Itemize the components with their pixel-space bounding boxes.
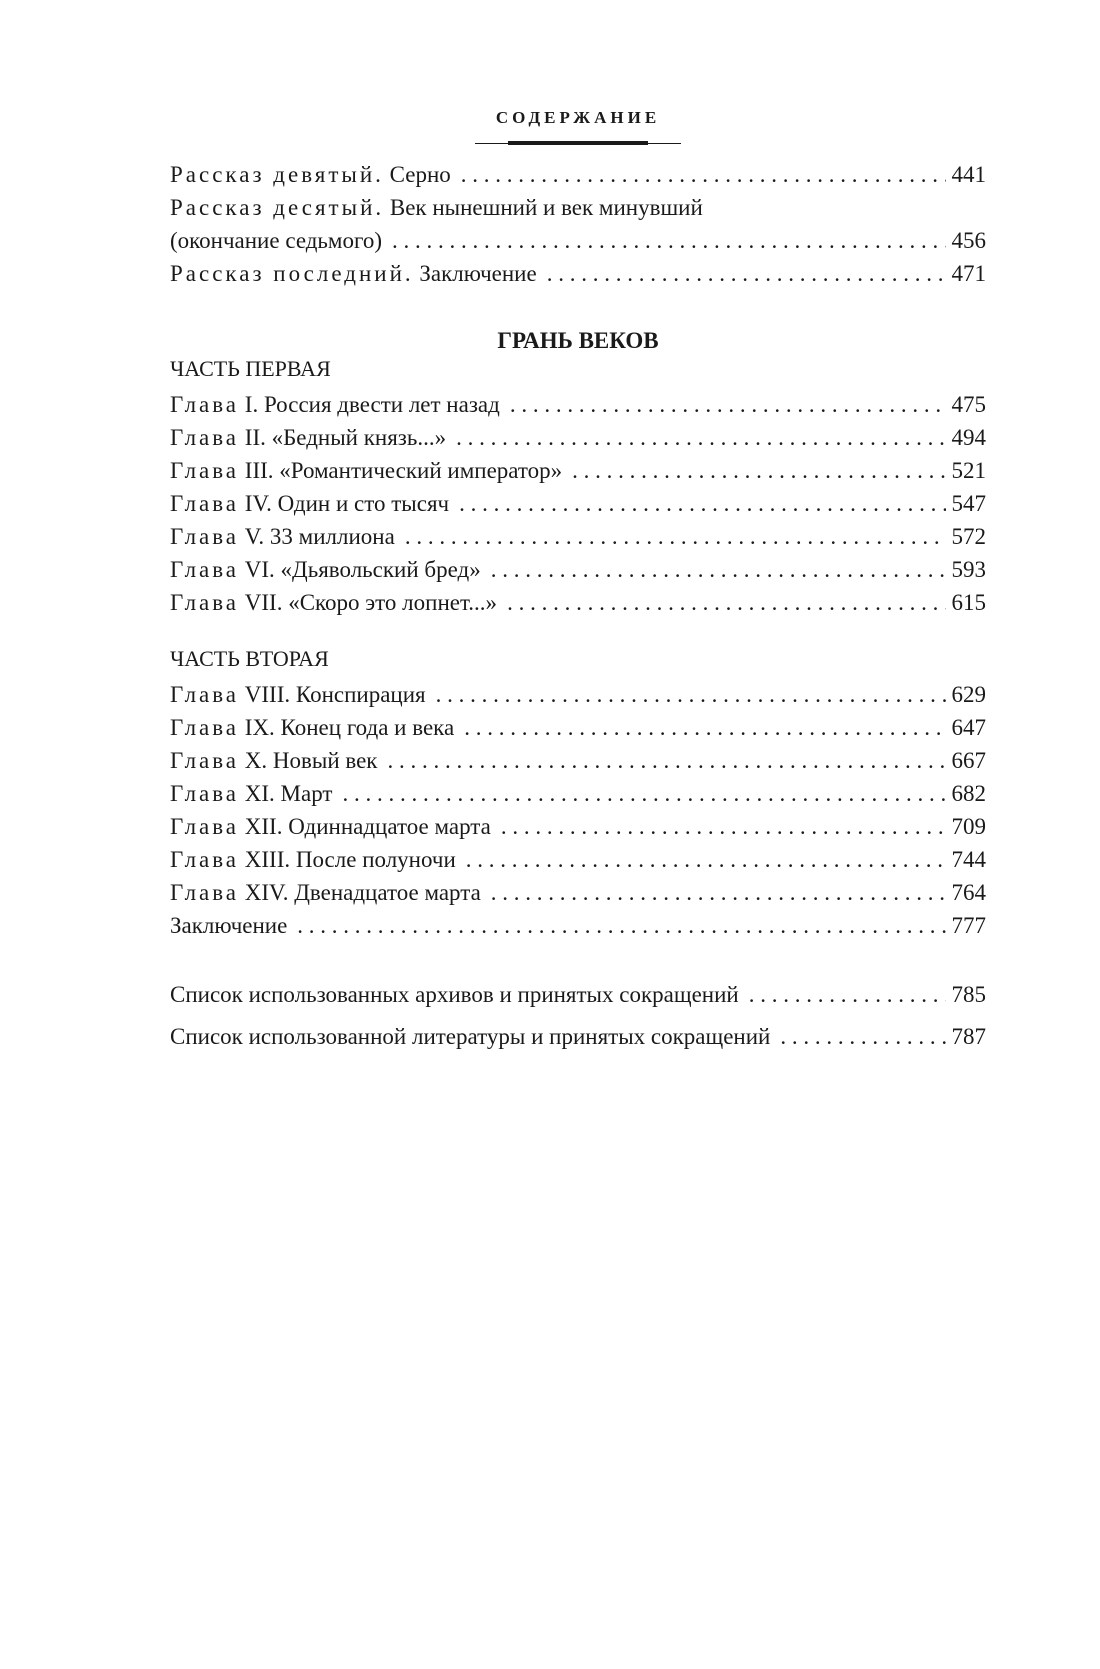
entry-title: Век нынешний и век минувший — [389, 195, 703, 220]
entry-lead: Глава — [170, 814, 240, 839]
entry-page: 521 — [951, 458, 986, 483]
part-heading: ЧАСТЬ ПЕРВАЯ — [170, 356, 331, 381]
entry-title: II. «Бедный князь...» — [244, 425, 447, 450]
toc-entry[interactable] — [170, 843, 986, 876]
entry-title: V. 33 миллиона — [244, 524, 395, 549]
entry-page: 572 — [951, 524, 986, 549]
entry-page: 615 — [951, 590, 986, 615]
entry-lead: Глава — [170, 682, 240, 707]
entry-title: XIII. После полуночи — [244, 847, 456, 872]
toc-entry[interactable] — [170, 257, 986, 290]
toc-entry[interactable] — [170, 520, 986, 553]
entry-page: 785 — [951, 982, 986, 1007]
leader-dots — [387, 744, 945, 777]
entry-title: VIII. Конспирация — [244, 682, 426, 707]
leader-dots — [491, 876, 946, 909]
entry-lead: Глава — [170, 880, 240, 905]
toc-entry[interactable] — [170, 553, 986, 586]
toc-entry[interactable] — [170, 421, 986, 454]
entry-title: XII. Одиннадцатое марта — [244, 814, 491, 839]
entry-page: 709 — [951, 814, 986, 839]
entry-page: 682 — [951, 781, 986, 806]
entry-lead: Глава — [170, 524, 240, 549]
entry-page: 593 — [951, 557, 986, 582]
leader-dots — [461, 158, 946, 191]
toc-entry[interactable] — [170, 158, 986, 191]
entry-title: VII. «Скоро это лопнет...» — [244, 590, 498, 615]
entry-lead: Глава — [170, 847, 240, 872]
part1-chapters — [170, 388, 986, 619]
entry-title: X. Новый век — [244, 748, 378, 773]
entry-page: 787 — [951, 1024, 986, 1049]
appendices-list-2 — [170, 1020, 986, 1053]
toc-entry-conclusion[interactable] — [170, 909, 986, 942]
entry-page: 441 — [951, 162, 986, 187]
entry-lead: Глава — [170, 458, 240, 483]
appendices-list — [170, 978, 986, 1011]
toc-entry-appendix[interactable] — [170, 978, 986, 1011]
entry-lead: Глава — [170, 781, 240, 806]
toc-entry[interactable] — [170, 810, 986, 843]
leader-dots — [405, 520, 946, 553]
leader-dots — [464, 711, 945, 744]
entry-lead: Рассказ девятый. — [170, 162, 384, 187]
entry-page: 456 — [951, 228, 986, 253]
leader-dots — [297, 909, 945, 942]
leader-dots — [501, 810, 946, 843]
entry-page: 547 — [951, 491, 986, 516]
entry-title: XI. Март — [244, 781, 333, 806]
entry-lead: Глава — [170, 491, 240, 516]
entry-title: IX. Конец года и века — [244, 715, 455, 740]
entry-page: 471 — [951, 261, 986, 286]
entry-page: 777 — [951, 913, 986, 938]
entry-title: Список использованных архивов и принятых сокращений — [170, 982, 739, 1007]
leader-dots — [572, 454, 945, 487]
stories-list — [170, 158, 986, 290]
leader-dots — [436, 678, 946, 711]
leader-dots — [342, 777, 945, 810]
entry-page: 494 — [951, 425, 986, 450]
toc-entry[interactable] — [170, 388, 986, 421]
entry-page: 475 — [951, 392, 986, 417]
toc-entry[interactable] — [170, 744, 986, 777]
running-head-rule-accent — [508, 141, 648, 145]
leader-dots — [507, 586, 945, 619]
leader-dots — [547, 257, 946, 290]
leader-dots — [780, 1020, 945, 1053]
toc-entry-first-line[interactable] — [170, 191, 986, 224]
part-heading: ЧАСТЬ ВТОРАЯ — [170, 646, 329, 671]
entry-lead: Глава — [170, 392, 240, 417]
leader-dots — [392, 224, 946, 257]
entry-page: 629 — [951, 682, 986, 707]
entry-title: Заключение — [170, 913, 288, 938]
entry-title: IV. Один и сто тысяч — [244, 491, 450, 516]
entry-title: III. «Романтический император» — [244, 458, 563, 483]
entry-lead: Глава — [170, 748, 240, 773]
entry-lead: Рассказ последний. — [170, 261, 414, 286]
toc-entry[interactable] — [170, 711, 986, 744]
toc-entry-appendix[interactable] — [170, 1020, 986, 1053]
entry-title: XIV. Двенадцатое марта — [244, 880, 481, 905]
leader-dots — [510, 388, 946, 421]
entry-lead: Глава — [170, 715, 240, 740]
entry-lead: Рассказ десятый. — [170, 195, 385, 220]
entry-title: Заключение — [419, 261, 537, 286]
running-head: СОДЕРЖАНИЕ — [495, 108, 661, 127]
entry-title: Серно — [389, 162, 451, 187]
leader-dots — [491, 553, 946, 586]
leader-dots — [456, 421, 945, 454]
entry-lead: Глава — [170, 557, 240, 582]
entry-page: 744 — [951, 847, 986, 872]
toc-entry[interactable] — [170, 487, 986, 520]
leader-dots — [459, 487, 945, 520]
book-title: ГРАНЬ ВЕКОВ — [497, 328, 659, 353]
entry-page: 667 — [951, 748, 986, 773]
toc-entry[interactable] — [170, 586, 986, 619]
toc-entry[interactable] — [170, 876, 986, 909]
entry-title: I. Россия двести лет назад — [244, 392, 500, 417]
toc-entry[interactable] — [170, 224, 986, 257]
toc-entry[interactable] — [170, 678, 986, 711]
entry-title: Список использованной литературы и принятых сокращений — [170, 1024, 771, 1049]
entry-lead: Глава — [170, 590, 240, 615]
entry-page: 764 — [951, 880, 986, 905]
leader-dots — [466, 843, 946, 876]
part2-chapters — [170, 678, 986, 942]
entry-page: 647 — [951, 715, 986, 740]
entry-title-continued: (окончание седьмого) — [170, 228, 382, 253]
entry-lead: Глава — [170, 425, 240, 450]
entry-title: VI. «Дьявольский бред» — [244, 557, 481, 582]
toc-entry[interactable] — [170, 777, 986, 810]
toc-entry[interactable] — [170, 454, 986, 487]
leader-dots — [749, 978, 946, 1011]
